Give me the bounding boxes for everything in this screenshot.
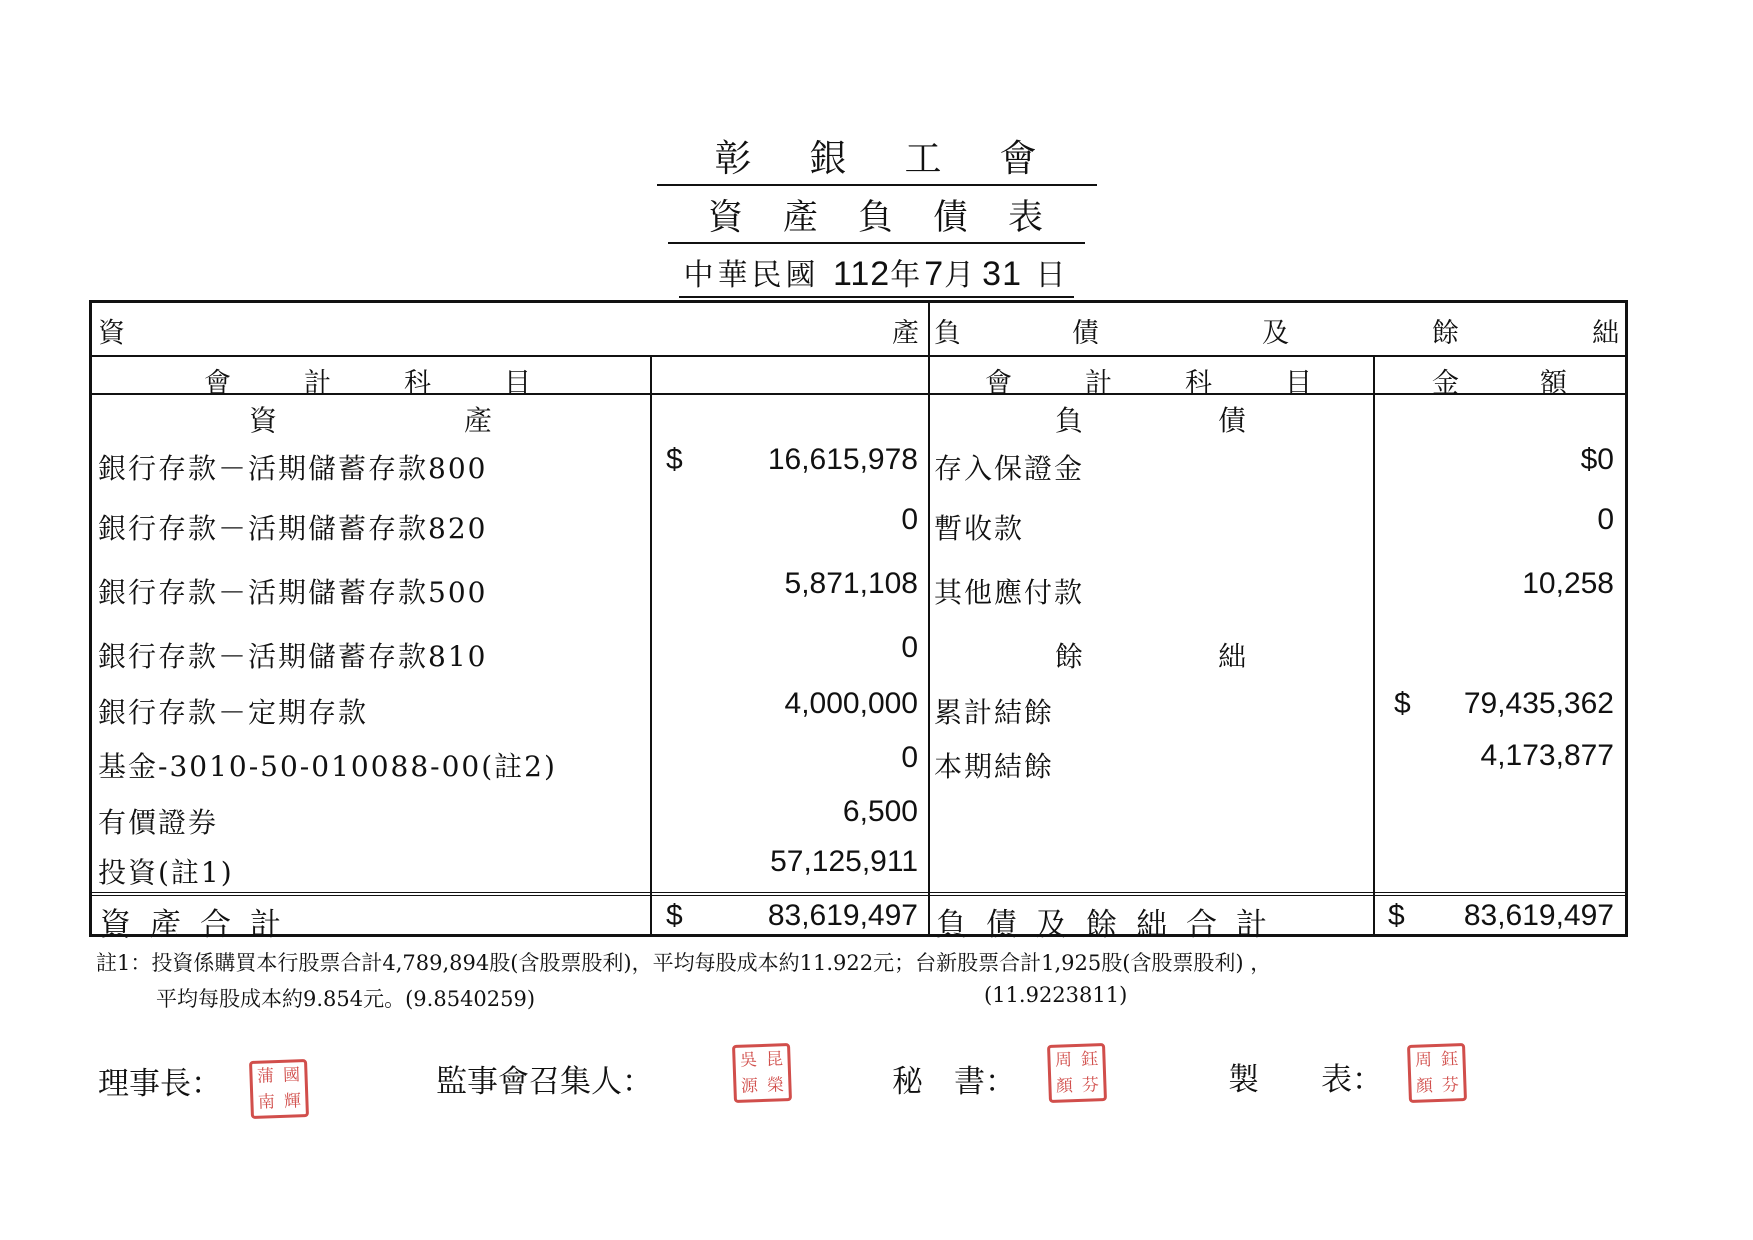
- asset-section-char-2: 產: [464, 404, 493, 437]
- col-header-amount-1: 金: [1432, 368, 1459, 399]
- signature-label-supervisor: 監事會召集人：: [436, 1064, 653, 1100]
- footnote-line-2-right: (11.9223811): [984, 983, 1128, 1007]
- col-header-amount-2: 額: [1540, 368, 1567, 399]
- secretary-seal: [1047, 1043, 1107, 1103]
- liability-section-char-2: 債: [1218, 404, 1247, 437]
- liab-total-char-1: 負: [936, 907, 967, 943]
- liability-row-amount: $0: [1580, 443, 1614, 476]
- asset-total-currency: $: [666, 899, 683, 932]
- liab-total-char-6: 合: [1186, 907, 1217, 943]
- seal-char: 鈺: [1080, 1048, 1099, 1070]
- surplus-row-currency: $: [1394, 687, 1411, 720]
- asset-row-label: 有價證券: [98, 806, 219, 839]
- seal-char: 芬: [1081, 1074, 1100, 1096]
- liability-section-char-1: 負: [1055, 404, 1084, 437]
- col-divider-center: [928, 303, 930, 934]
- footnote-line-2: 平均每股成本約9.854元。(9.8540259): [156, 987, 536, 1011]
- asset-total-char-2: 產: [150, 907, 181, 943]
- asset-row-label: 銀行存款－活期儲蓄存款810: [98, 640, 488, 673]
- surplus-row-label: 累計結餘: [934, 696, 1055, 729]
- header-liab-char-5: 絀: [1592, 318, 1619, 349]
- asset-section-char-1: 資: [249, 404, 278, 437]
- surplus-section-char-1: 餘: [1055, 640, 1084, 673]
- seal-char: 國: [282, 1064, 301, 1086]
- header-assets-char-2: 產: [892, 318, 919, 349]
- header-liab-char-4: 餘: [1432, 318, 1459, 349]
- date-day: 31: [982, 255, 1022, 293]
- col-header-asset-account-4: 目: [504, 368, 531, 399]
- liab-total-char-4: 餘: [1086, 907, 1117, 943]
- surplus-row-label: 本期結餘: [934, 750, 1055, 783]
- statement-date: [0, 250, 1753, 298]
- asset-row-label: 銀行存款－活期儲蓄存款500: [98, 576, 488, 609]
- col-header-asset-account-3: 科: [404, 368, 431, 399]
- liab-total-char-7: 計: [1236, 907, 1267, 943]
- seal-char: 芬: [1441, 1074, 1460, 1096]
- date-prefix: 中華民國: [683, 258, 820, 293]
- balance-sheet-table: [89, 300, 1628, 943]
- seal-char: 吳: [739, 1049, 758, 1071]
- organization-name: 彰銀工會: [657, 128, 1097, 186]
- asset-row-amount: 6,500: [842, 795, 918, 828]
- row-rule-totals: [92, 892, 1625, 896]
- liability-row-label: 暫收款: [934, 512, 1025, 545]
- asset-row-label: 銀行存款－活期儲蓄存款820: [98, 512, 488, 545]
- seal-char: 顏: [1415, 1075, 1434, 1097]
- asset-row-amount: 0: [901, 631, 918, 664]
- asset-total-amount: 83,619,497: [767, 899, 918, 932]
- seal-char: 昆: [765, 1048, 784, 1070]
- asset-row-amount: 16,615,978: [767, 443, 918, 476]
- col-header-asset-account-1: 會: [204, 368, 231, 399]
- asset-row-amount: 0: [901, 741, 918, 774]
- seal-char: 顏: [1055, 1075, 1074, 1097]
- header-liab-char-1: 負: [934, 318, 961, 349]
- col-header-liab-account-2: 計: [1085, 368, 1112, 399]
- supervisor-seal: [732, 1043, 792, 1103]
- col-header-liab-account-3: 科: [1185, 368, 1212, 399]
- seal-char: 鈺: [1440, 1048, 1459, 1070]
- liab-total-currency: $: [1388, 899, 1405, 932]
- header-assets-char-1: 資: [98, 318, 125, 349]
- date-year: 112: [833, 255, 891, 293]
- asset-row-amount: 4,000,000: [784, 687, 918, 720]
- row-rule-top-header: [92, 355, 1625, 357]
- seal-char: 南: [257, 1091, 276, 1113]
- surplus-section-char-2: 絀: [1218, 640, 1247, 673]
- liab-total-char-3: 及: [1036, 907, 1067, 943]
- statement-name: 資產負債表: [668, 190, 1085, 244]
- surplus-row-amount: 79,435,362: [1463, 687, 1614, 720]
- asset-row-label: 投資(註1): [98, 856, 234, 889]
- date-year-label: 年: [890, 258, 925, 293]
- signature-label-preparer: 製 表：: [1228, 1062, 1383, 1098]
- preparer-seal: [1407, 1043, 1467, 1103]
- seal-char: 周: [1054, 1049, 1073, 1071]
- asset-row-amount: 5,871,108: [784, 567, 918, 600]
- asset-row-label: 基金-3010-50-010088-00(註2): [98, 750, 557, 783]
- seal-char: 源: [740, 1075, 759, 1097]
- date-day-label: 日: [1035, 258, 1070, 293]
- asset-row-amount: 57,125,911: [770, 845, 918, 878]
- asset-row-label: 銀行存款－定期存款: [98, 696, 369, 729]
- col-header-liab-account-4: 目: [1285, 368, 1312, 399]
- surplus-row-amount: 4,173,877: [1480, 739, 1614, 772]
- organization-title: [0, 128, 1753, 186]
- asset-row-currency: $: [666, 443, 683, 476]
- liab-total-char-2: 債: [986, 907, 1017, 943]
- seal-char: 蒲: [256, 1065, 275, 1087]
- col-divider-liab-amount: [1373, 355, 1375, 934]
- footnote-line-1: 註1：投資係購買本行股票合計4,789,894股(含股票股利)，平均每股成本約11.922元；台新股票合計1,925股(含股票股利) ，: [96, 951, 1272, 975]
- header-liab-char-2: 債: [1072, 318, 1099, 349]
- asset-row-amount: 0: [901, 503, 918, 536]
- asset-total-char-3: 合: [200, 907, 231, 943]
- date-month: 7: [924, 255, 945, 293]
- date-month-label: 月: [944, 258, 979, 293]
- seal-char: 榮: [766, 1074, 785, 1096]
- seal-char: 輝: [283, 1090, 302, 1112]
- asset-total-char-4: 計: [250, 907, 281, 943]
- liability-row-label: 存入保證金: [934, 452, 1085, 485]
- signature-label-chairman: 理事長：: [98, 1066, 222, 1102]
- liability-row-amount: 10,258: [1522, 567, 1614, 600]
- liability-row-label: 其他應付款: [934, 576, 1085, 609]
- liab-total-char-5: 絀: [1136, 907, 1167, 943]
- header-liab-char-3: 及: [1262, 318, 1289, 349]
- col-header-asset-account-2: 計: [304, 368, 331, 399]
- asset-row-label: 銀行存款－活期儲蓄存款800: [98, 452, 488, 485]
- asset-total-char-1: 資: [100, 907, 131, 943]
- liab-total-amount: 83,619,497: [1463, 899, 1614, 932]
- statement-title: [0, 190, 1753, 244]
- col-divider-asset-amount: [650, 355, 652, 934]
- signature-label-secretary: 秘 書：: [892, 1064, 1016, 1100]
- liability-row-amount: 0: [1597, 503, 1614, 536]
- seal-char: 周: [1414, 1049, 1433, 1071]
- chairman-seal: [249, 1059, 309, 1119]
- col-header-liab-account-1: 會: [985, 368, 1012, 399]
